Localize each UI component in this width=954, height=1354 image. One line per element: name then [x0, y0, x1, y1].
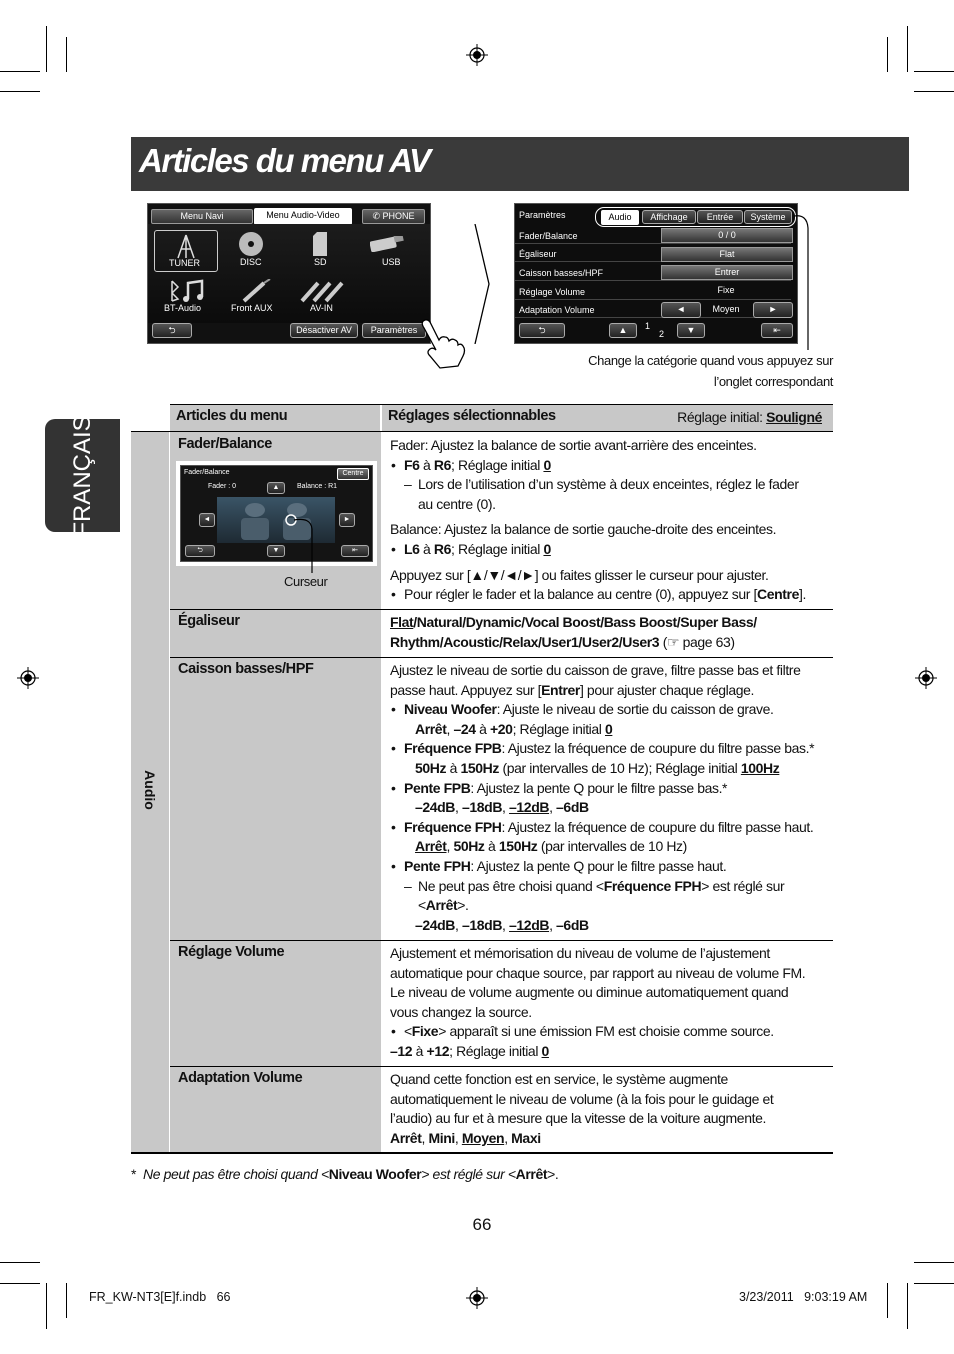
tab-menu-navi[interactable]: Menu Navi: [151, 209, 253, 224]
back-button[interactable]: ⮌: [185, 545, 215, 557]
fader-down-button[interactable]: ▼: [267, 545, 285, 557]
crop-mark: [907, 1283, 908, 1329]
source-label: AV-IN: [310, 303, 333, 313]
volume-adapt-description: Quand cette fonction est en service, le système augmente automatiquement le niveau de volume (à la fois pour le guidage et l’audio) au fur et à mesure que la vitesse de la voiture augmente. Arrêt, Mini, Moyen, Maxi: [390, 1071, 774, 1146]
tab-menu-audio-video[interactable]: Menu Audio-Video: [254, 208, 352, 225]
crop-mark: [46, 1283, 47, 1329]
tab-input[interactable]: Entrée: [697, 210, 743, 224]
crop-mark: [46, 26, 47, 72]
registration-mark-icon: [17, 667, 39, 689]
usb-icon: [370, 236, 406, 252]
page-up-button[interactable]: ▲: [609, 323, 637, 338]
language-tab: [45, 414, 120, 537]
header-items: Articles du menu: [176, 408, 288, 424]
deactivate-av-button[interactable]: Désactiver AV: [290, 323, 358, 338]
header-initial: Réglage initial: Souligné: [677, 409, 822, 425]
registration-mark-icon: [915, 667, 937, 689]
bluetooth-music-icon: [166, 279, 206, 303]
crop-mark: [914, 1283, 954, 1284]
setting-value-text: Fixe: [717, 285, 735, 295]
fader-description: Fader: Ajustez la balance de sortie avant-arrière des enceintes. • F6 à R6; Réglage initial 0 – Lors de l’utilisation d’un système à deux enceintes, réglez le fader au centre (0). Balance: Ajustez la balance de sortie gauche-droite des enceintes. • L6 à R6; Réglage initial 0 Appuyez sur [▲/▼/◄/►] ou faites glisser le curseur pour ajuster. • Pour régler le fader et la balance au centre (0), appuyez sur [Centre].: [390, 436, 830, 605]
source-tuner[interactable]: [154, 230, 218, 272]
hand-pointer-icon: [414, 318, 468, 370]
setting-row: Adaptation Volume: [515, 302, 791, 318]
row-rule: [170, 657, 833, 658]
settings-screen: [514, 203, 798, 344]
back-button[interactable]: ⮌: [519, 323, 565, 338]
source-label: USB: [382, 257, 401, 267]
item-fader-balance: Fader/Balance: [178, 436, 272, 452]
back-button[interactable]: ⮌: [152, 323, 192, 338]
antenna-icon: [175, 233, 197, 259]
subwoofer-description: Ajustez le niveau de sortie du caisson de grave, filtre passe bas et filtre passe haut. Appuyez sur [Entrer] pour ajuster chaque réglage. • Niveau Woofer: Ajuste le niveau de sortie du caisson de grave. Arrêt, –24 à +20; Réglage initial 0 • Fréquence FPB: Ajustez la fréquence de coupure du filtre passe bas.* 50Hz à 150Hz (par intervalles de 10 Hz); Réglage initial 100Hz • Pente FPB: Ajustez la pente Q pour le filtre passe bas.* –24dB, –18dB, –12dB, –6dB • Fréquence FPH: Ajustez la fréquence de coupure du filtre passe haut. Arrêt, 50Hz à 150Hz (par intervalles de 10 Hz) • Pente FPH: Ajustez la pente Q pour le filtre passe haut. – Ne peut pas être choisi quand <Fréquence FPH> est réglé sur <Arrêt>. –24dB, –18dB, –12dB, –6dB: [390, 661, 830, 935]
footer-filename: FR_KW-NT3[E]f.indb 66: [89, 1290, 231, 1304]
source-sd[interactable]: [298, 230, 348, 270]
left-arrow-button[interactable]: ◄: [661, 302, 701, 318]
av-cables-icon: [300, 279, 350, 303]
setting-value[interactable]: Flat: [661, 247, 793, 262]
tab-system[interactable]: Système: [744, 210, 792, 224]
setting-row: Réglage Volume: [515, 284, 791, 300]
tab-display[interactable]: Affichage: [642, 210, 696, 224]
source-label: DISC: [240, 257, 262, 267]
page-title: Articles du menu AV: [139, 142, 430, 179]
page-indicator-current: 1: [645, 321, 651, 331]
source-label: Front AUX: [231, 303, 273, 313]
setting-row: Égaliseur: [515, 246, 791, 262]
registration-mark-icon: [466, 44, 488, 66]
title-bar: [131, 137, 909, 191]
crop-mark: [914, 1262, 954, 1263]
crop-mark: [0, 71, 40, 72]
crop-mark: [0, 1262, 40, 1263]
source-bt-audio[interactable]: [158, 277, 218, 315]
source-av-in[interactable]: [294, 277, 356, 315]
setting-value-text: Moyen: [712, 304, 740, 314]
page-down-button[interactable]: ▼: [677, 323, 705, 338]
sd-card-icon: [312, 232, 328, 256]
source-front-aux[interactable]: [228, 277, 290, 315]
setting-value[interactable]: 0 / 0: [661, 228, 793, 243]
audio-side-label: Audio: [142, 770, 158, 810]
source-usb[interactable]: [366, 230, 416, 270]
source-disc[interactable]: [228, 230, 278, 270]
equalizer-description: Flat/Natural/Dynamic/Vocal Boost/Bass Boost/Super Bass/ Rhythm/Acoustic/Relax/User1/User2/User3 (☞ page 63): [390, 614, 757, 650]
crop-mark: [0, 1283, 40, 1284]
fader-up-button[interactable]: ▲: [267, 482, 285, 494]
volume-adjust-description: Ajustement et mémorisation du niveau de volume de l’ajustement automatique pour chaque source, par rapport au niveau de volume FM. Le niveau de volume augmente ou diminue automatiquement quand vous changez la source. • <Fixe> apparaît si une émission FM est choisie comme source. –12 à +12; Réglage initial 0: [390, 944, 830, 1062]
header-settings: Réglages sélectionnables: [388, 408, 556, 424]
crop-mark: [887, 1283, 888, 1318]
settings-header: Paramètres: [519, 210, 566, 220]
crop-mark: [66, 1283, 67, 1318]
language-label: FRANÇAIS: [68, 414, 96, 537]
crop-mark: [914, 91, 954, 92]
chevron-right-icon: [473, 224, 491, 344]
source-label: BT-Audio: [164, 303, 202, 313]
page-indicator-total: 2: [659, 329, 665, 339]
exit-button[interactable]: ⇤: [761, 323, 793, 338]
av-menu-screen: [147, 203, 431, 344]
cursor-callout-line: [293, 515, 315, 575]
crop-mark: [914, 71, 954, 72]
center-button[interactable]: Centre: [337, 468, 369, 480]
right-arrow-button[interactable]: ►: [753, 302, 793, 318]
item-subwoofer-hpf: Caisson basses/HPF: [178, 661, 314, 677]
fader-screen: Fader/Balance Centre Fader : 0 ▲ Balance : R1 ◄ ► ⮌ ▼ ⇤: [180, 465, 373, 562]
setting-row: Caisson basses/HPF: [515, 265, 791, 281]
source-label: TUNER: [169, 258, 200, 268]
footer-timestamp: 3/23/2011 9:03:19 AM: [739, 1290, 868, 1304]
setting-row: Fader/Balance: [515, 228, 791, 244]
disc-icon: [238, 231, 264, 257]
registration-mark-icon: [466, 1287, 488, 1309]
settings-button[interactable]: Paramètres: [362, 323, 426, 338]
tab-phone[interactable]: ✆ PHONE: [362, 209, 425, 224]
source-label: SD: [314, 257, 327, 267]
setting-value[interactable]: Entrer: [661, 265, 793, 280]
row-rule: [170, 1066, 833, 1067]
row-rule: [170, 609, 833, 610]
footnote: * Ne peut pas être choisi quand <Niveau Woofer> est réglé sur <Arrêt>.: [131, 1166, 559, 1182]
aux-plug-icon: [242, 279, 272, 303]
tab-audio[interactable]: Audio: [601, 210, 639, 225]
row-rule: [170, 940, 833, 941]
callout-line: [793, 212, 817, 352]
exit-button[interactable]: ⇤: [341, 545, 369, 557]
crop-mark: [887, 37, 888, 72]
crop-mark: [0, 91, 40, 92]
cursor-label: Curseur: [284, 574, 328, 589]
item-equalizer: Égaliseur: [178, 613, 240, 629]
balance-right-button[interactable]: ►: [339, 513, 355, 527]
page-number: 66: [472, 1215, 492, 1234]
table-bottom-rule: [131, 1152, 833, 1154]
header-col-divider: [380, 405, 382, 431]
screen-caption: Change la catégorie quand vous appuyez sur l’onglet correspondant: [588, 353, 833, 389]
phone-icon: ✆: [372, 211, 383, 221]
crop-mark: [907, 26, 908, 72]
crop-mark: [66, 37, 67, 72]
item-volume-adapt: Adaptation Volume: [178, 1070, 303, 1086]
item-volume-adjust: Réglage Volume: [178, 944, 285, 960]
balance-left-button[interactable]: ◄: [199, 513, 215, 527]
